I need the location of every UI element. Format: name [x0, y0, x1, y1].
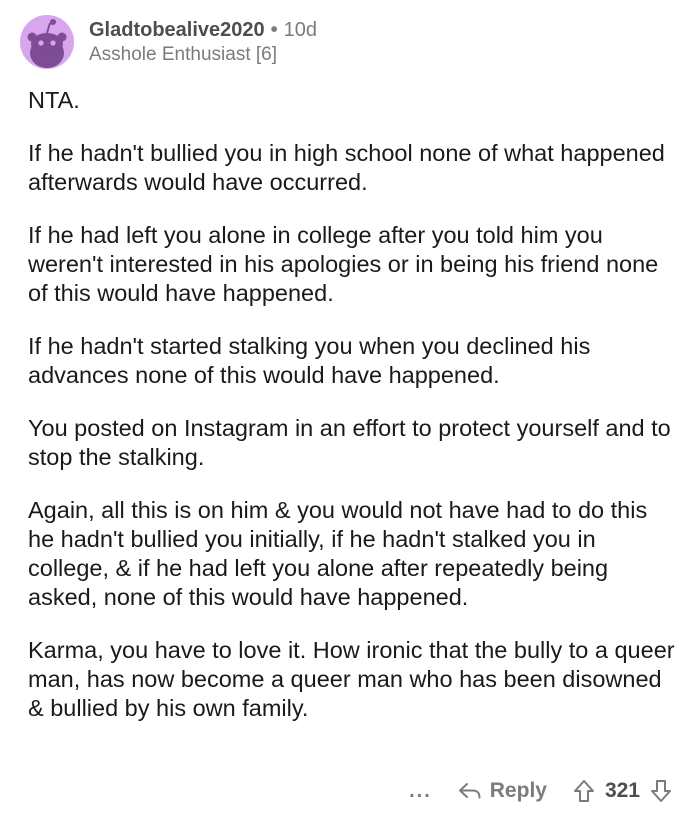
vote-controls	[573, 779, 672, 803]
comment-paragraph: If he had left you alone in college after you told him you weren't interested in his apologies or in being his friend none of this would have happened.	[28, 222, 659, 306]
comment-actions	[409, 775, 672, 807]
more-options-icon[interactable]: ...	[409, 779, 432, 802]
comment-age: 10d	[283, 18, 318, 41]
downvote-arrow-icon[interactable]	[650, 779, 672, 803]
comment-paragraph: Karma, you have to love it. How ironic that the bully to a queer man, has now become a queer man who has been disowned & bullied by his own family.	[28, 637, 675, 721]
reply-label: Reply	[489, 779, 547, 802]
comment-meta	[89, 18, 317, 67]
comment-body	[28, 86, 678, 747]
vote-score: 321	[604, 779, 640, 802]
reply-button[interactable]	[458, 779, 547, 803]
user-line	[89, 18, 317, 43]
snoo-avatar-icon	[20, 15, 74, 69]
comment-paragraph: If he hadn't started stalking you when you declined his advances none of this would have happened.	[28, 333, 591, 388]
comment-header	[20, 12, 317, 72]
username[interactable]: Gladtobealive2020	[89, 18, 265, 41]
separator-dot: •	[270, 18, 278, 41]
comment-paragraph: NTA.	[28, 87, 80, 113]
upvote-arrow-icon[interactable]	[573, 779, 595, 803]
user-flair: Asshole Enthusiast [6]	[89, 43, 277, 65]
reply-arrow-icon	[458, 781, 482, 801]
avatar[interactable]	[20, 15, 74, 69]
comment-paragraph: If he hadn't bullied you in high school none of what happened afterwards would have occurred.	[28, 140, 665, 195]
comment-paragraph: You posted on Instagram in an effort to protect yourself and to stop the stalking.	[28, 415, 671, 470]
comment-paragraph: Again, all this is on him & you would not have had to do this he hadn't bullied you initially, if he hadn't stalked you in college, & if he had left you alone after repeatedly being asked, none of this would have happened.	[28, 497, 648, 610]
